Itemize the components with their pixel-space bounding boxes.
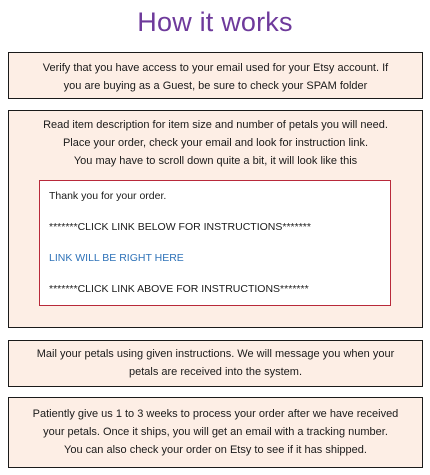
page-title: How it works bbox=[137, 7, 293, 37]
step-text-line: Mail your petals using given instructions. We will message you when your bbox=[36, 348, 395, 360]
step-text-line: petals are received into the system. bbox=[128, 366, 303, 378]
step-wait-for-shipping bbox=[8, 397, 423, 468]
step-text-line: Patiently give us 1 to 3 weeks to process your order after we have received bbox=[32, 408, 399, 420]
step-text-line: Place your order, check your email and look for instruction link. bbox=[62, 137, 369, 149]
step-text-line: Read item description for item size and number of petals you will need. bbox=[43, 119, 388, 131]
instruction-link-placeholder: LINK WILL BE RIGHT HERE bbox=[49, 252, 184, 264]
step-mail-petals bbox=[8, 340, 423, 387]
email-greeting: Thank you for your order. bbox=[49, 190, 167, 202]
example-email-panel bbox=[39, 180, 391, 306]
step-text-line: You can also check your order on Etsy to see if it has shipped. bbox=[64, 444, 367, 456]
click-above-notice: *******CLICK LINK ABOVE FOR INSTRUCTIONS******* bbox=[49, 283, 309, 295]
step-text-line: you are buying as a Guest, be sure to check your SPAM folder bbox=[63, 80, 368, 92]
step-verify-email bbox=[8, 52, 423, 99]
step-place-order bbox=[8, 110, 423, 328]
step-text-line: You may have to scroll down quite a bit, it will look like this bbox=[73, 155, 358, 167]
click-below-notice: *******CLICK LINK BELOW FOR INSTRUCTIONS******* bbox=[49, 221, 311, 233]
step-text-line: Verify that you have access to your email used for your Etsy account. If bbox=[42, 62, 389, 74]
step-text-line: your petals. Once it ships, you will get an email with a tracking number. bbox=[43, 426, 388, 438]
